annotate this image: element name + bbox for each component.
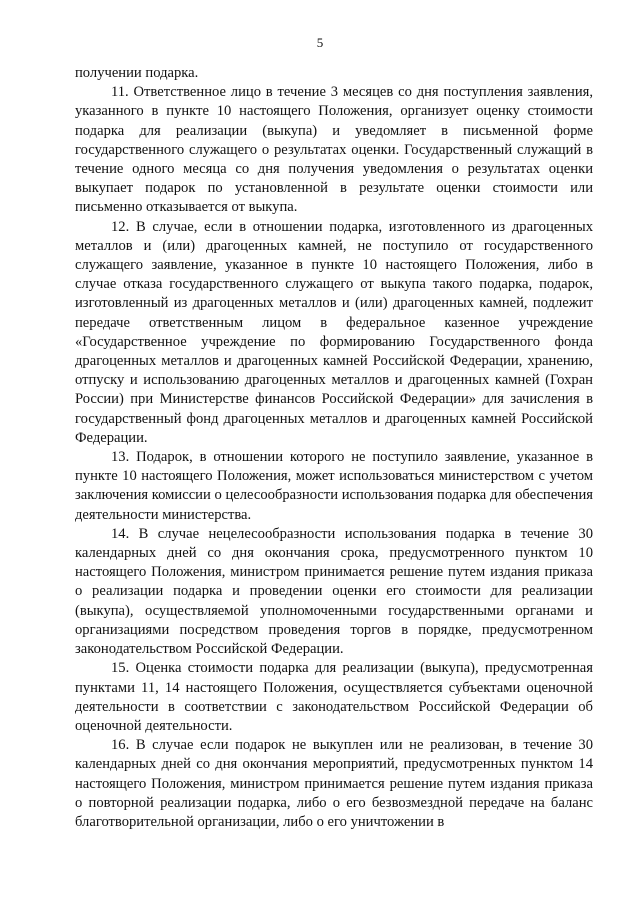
paragraph-12: 12. В случае, если в отношении подарка, изготовленного из драгоценных металлов и (или) драгоценных камней, не поступило от государственного служащего заявление, указанное в пункте 10 настоящего Положения, либо в случае отказа государственного служащего от выкупа такого подарка, подарок, изготовленный из драгоценных металлов и (или) драгоценных камней, подлежит передаче ответственным лицом в федеральное казенное учреждение «Государственное учреждение по формированию Государственного фонда драгоценных металлов и драгоценных камней Российской Федерации, хранению, отпуску и использованию драгоценных металлов и драгоценных камней (Гохран России) при Министерстве финансов Российской Федерации» для зачисления в государственный фонд драгоценных металлов и драгоценных камней Российской Федерации. (75, 218, 593, 446)
paragraph-continuation: получении подарка. (75, 65, 199, 81)
paragraph-16: 16. В случае если подарок не выкуплен или не реализован, в течение 30 календарных дней со дня окончания мероприятий, предусмотренных пунктом 14 настоящего Положения, министром принимается решение путем издания приказа о повторной реализации подарка, либо о его безвозмездной передаче на баланс благотворительной организации, либо о его уничтожении в (75, 737, 593, 830)
page-number: 5 (316, 35, 324, 50)
paragraph-14: 14. В случае нецелесообразности использования подарка в течение 30 календарных дней со дня окончания срока, предусмотренного пунктом 10 настоящего Положения, министром принимается решение путем издания приказа о реализации подарка и проведении оценки его стоимости для реализации (выкупа), осуществляемой уполномоченными государственными органами и организациями посредством проведения торгов в порядке, предусмотренном законодательством Российской Федерации. (75, 525, 593, 658)
paragraph-15: 15. Оценка стоимости подарка для реализации (выкупа), предусмотренная пунктами 11, 14 настоящего Положения, осуществляется субъектами оценочной деятельности в соответствии с законодательством Российской Федерации об оценочной деятельности. (75, 660, 593, 734)
paragraph-11: 11. Ответственное лицо в течение 3 месяцев со дня поступления заявления, указанного в пункте 10 настоящего Положения, организует оценку стоимости подарка для реализации (выкупа) и уведомляет в письменной форме государственного служащего о результатах оценки. Государственный служащий в течение одного месяца со дня получения уведомления о результатах оценки выкупает подарок по установленной в результате оценки стоимости или письменно отказывается от выкупа. (75, 84, 593, 216)
document-body (75, 64, 593, 832)
paragraph-13: 13. Подарок, в отношении которого не поступило заявление, указанное в пункте 10 настоящего Положения, может использоваться министерством с учетом заключения комиссии о целесообразности использования подарка для обеспечения деятельности министерства. (75, 449, 593, 523)
